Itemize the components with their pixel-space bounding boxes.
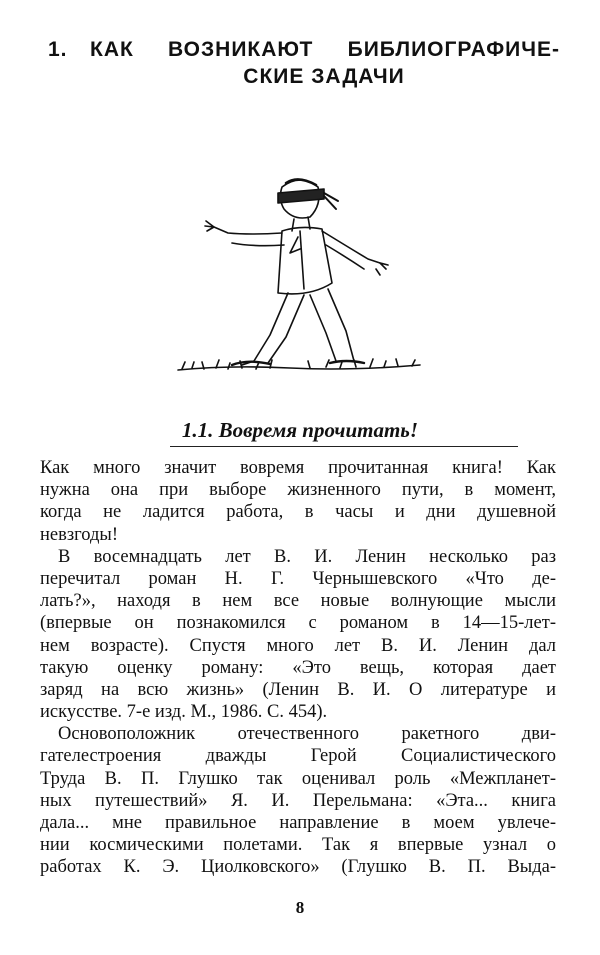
chapter-title-word: ВОЗНИКАЮТ bbox=[168, 38, 314, 61]
chapter-title-line-1 bbox=[90, 36, 560, 63]
text-line: Труда В. П. Глушко так оценивал роль «Межпланет- bbox=[40, 768, 556, 789]
text-line: нужна она при выборе жизненного пути, в момент, bbox=[40, 480, 556, 501]
text-line: В восемнадцать лет В. И. Ленин несколько раз bbox=[58, 546, 556, 567]
text-line: Как много значит вовремя прочитанная книга! Как bbox=[40, 458, 556, 478]
text-line: заряд на всю жизнь» (Ленин В. И. О литературе и bbox=[40, 679, 556, 700]
chapter-title-word: БИБЛИОГРАФИЧЕ- bbox=[347, 38, 560, 61]
section-title: 1.1. Вовремя прочитать! bbox=[181, 418, 419, 442]
text-line: нем возрасте). Спустя много лет В. И. Ленин дал bbox=[40, 635, 556, 656]
text-line: работах К. Э. Циолковского» (Глушко В. П. Выда- bbox=[40, 857, 556, 878]
text-line: (впервые он познакомился с романом в 14—15-лет- bbox=[40, 613, 556, 634]
text-line: невзгоды! bbox=[40, 524, 119, 545]
chapter-number: 1. bbox=[48, 38, 68, 61]
text-line: гателестроения дважды Герой Социалистического bbox=[40, 746, 556, 767]
text-line: когда не ладится работа, в часы и дни душевной bbox=[40, 502, 556, 523]
text-line: перечитал роман Н. Г. Чернышевского «Что де- bbox=[40, 568, 556, 589]
text-line: такую оценку роману: «Это вещь, которая дает bbox=[40, 657, 556, 678]
body-text bbox=[40, 457, 556, 879]
blindfolded-man-illustration bbox=[170, 165, 430, 390]
chapter-title-word: КАК bbox=[90, 38, 134, 61]
chapter-title-line-2: СКИЕ ЗАДАЧИ bbox=[243, 65, 405, 88]
text-line: искусстве. 7-е изд. М., 1986. С. 454). bbox=[40, 702, 328, 723]
section-divider bbox=[170, 446, 518, 447]
text-line: лать?», находя в нем все новые волнующие мысли bbox=[40, 591, 556, 612]
text-line: ных путешествий» Я. И. Перельмана: «Эта... книга bbox=[40, 790, 556, 811]
text-line: нии космическими полетами. Так я впервые узнал о bbox=[40, 835, 556, 856]
text-line: дала... мне правильное направление в моем увлече- bbox=[40, 813, 556, 833]
text-line: Основоположник отечественного ракетного дви- bbox=[58, 724, 556, 745]
page-number: 8 bbox=[295, 898, 305, 917]
